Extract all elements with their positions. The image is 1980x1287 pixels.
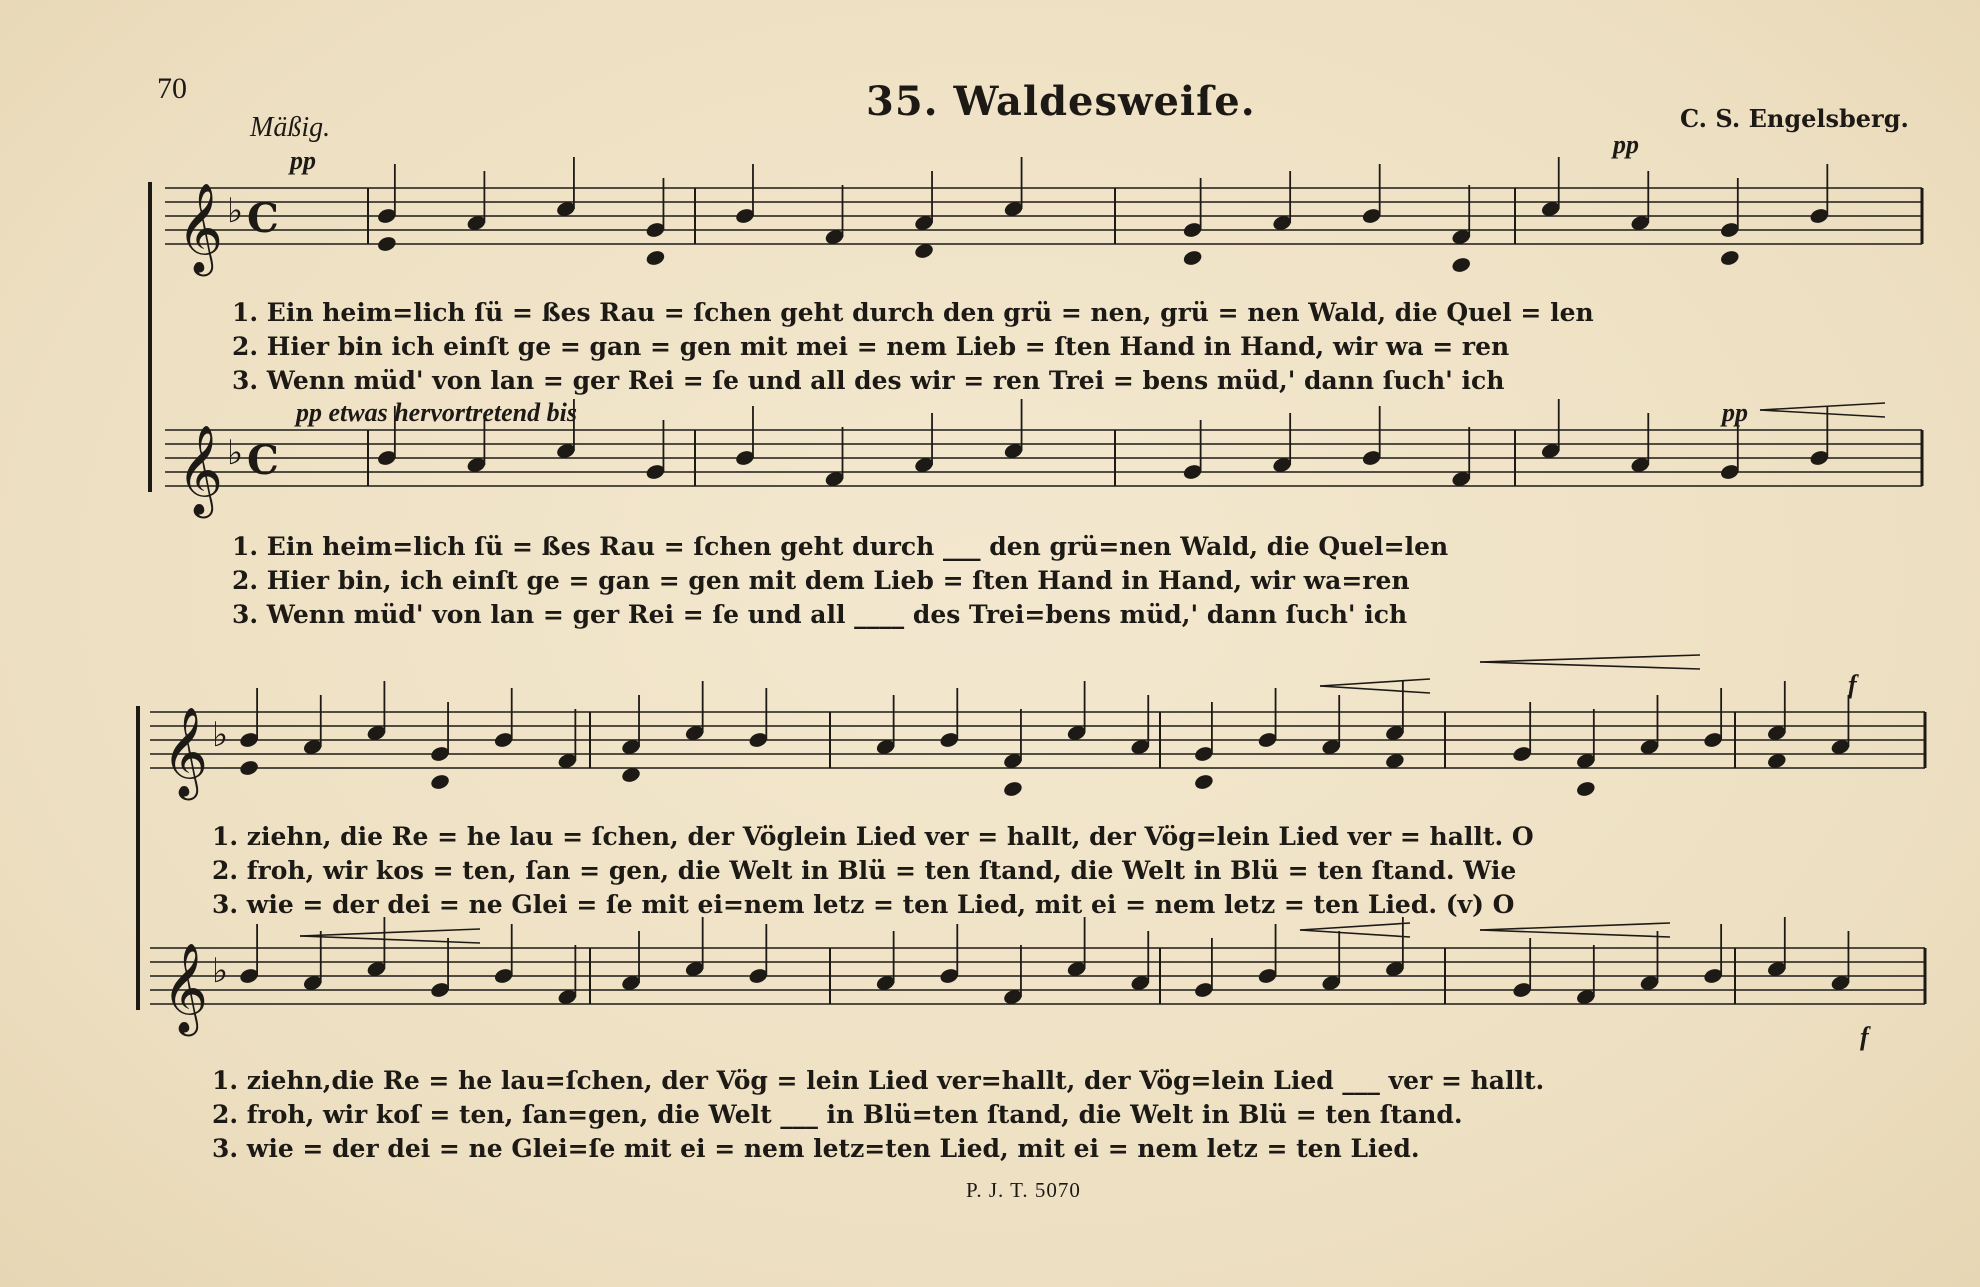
common-time-icon: C: [247, 195, 279, 242]
treble-clef-icon: 𝄞: [162, 707, 209, 797]
note-head: [645, 249, 666, 267]
dynamic-pp-upper-right: pp: [1613, 130, 1639, 159]
tempo-marking: Mäßig.: [250, 112, 331, 143]
lyrics-system2-lower: [212, 1064, 1544, 1166]
flat-sign-icon: ♭: [212, 951, 229, 991]
note-head: [1719, 249, 1740, 267]
lyric-line: 3. wie = der dei = ne Glei=ſe mit ei = nem letz=ten Lied, mit ei = nem letz = ten Lied.: [212, 1134, 1420, 1163]
crescendo-hairpin: [1760, 403, 1885, 410]
dynamic-f-lower: f: [1860, 1022, 1869, 1051]
note-head: [1182, 249, 1203, 267]
lyric-line: 2. froh, wir kos = ten, ſan = gen, die Welt in Blü = ten ſtand, die Welt in Blü = ten ſtand. Wie: [212, 856, 1517, 885]
dynamic-pp-lower-right: pp: [1722, 398, 1748, 427]
crescendo-hairpin: [1320, 679, 1430, 686]
lyric-line: 1. ziehn, die Re = he lau = ſchen, der Vöglein Lied ver = hallt, der Vög=lein Lied ver = hallt. O: [212, 822, 1534, 851]
lyric-line: 3. Wenn müd' von lan = ger Rei = ſe und all des wir = ren Trei = bens müd,' dann ſuch' ich: [232, 366, 1505, 395]
note-head: [1002, 780, 1023, 798]
crescendo-hairpin: [1300, 923, 1410, 930]
dynamic-pp-start: pp: [290, 146, 316, 175]
lyrics-system1-lower: [232, 530, 1448, 632]
flat-sign-icon: ♭: [227, 191, 244, 231]
lyrics-system1-upper: [232, 296, 1594, 398]
lyrics-system2-upper: [212, 820, 1534, 922]
note-head: [376, 235, 397, 253]
flat-sign-icon: ♭: [212, 715, 229, 755]
dynamic-f-upper: f: [1848, 670, 1857, 699]
crescendo-hairpin: [1760, 410, 1885, 417]
crescendo-hairpin: [1480, 655, 1700, 662]
crescendo-hairpin: [300, 929, 480, 936]
crescendo-hairpin: [300, 936, 480, 943]
lyric-line: 2. Hier bin ich einſt ge = gan = gen mit mei = nem Lieb = ſten Hand in Hand, wir wa = ren: [232, 332, 1510, 361]
crescendo-hairpin: [1480, 923, 1670, 930]
treble-clef-icon: 𝄞: [162, 943, 209, 1033]
lyric-line: 1. Ein heim=lich ſü = ßes Rau = ſchen geht durch den grü = nen, grü = nen Wald, die Quel = len: [232, 298, 1594, 327]
note-head: [1575, 780, 1596, 798]
note-head: [238, 759, 259, 777]
note-head: [1193, 773, 1214, 791]
note-head: [429, 773, 450, 791]
lyric-line: 2. Hier bin, ich einſt ge = gan = gen mit dem Lieb = ſten Hand in Hand, wir wa=ren: [232, 566, 1410, 595]
crescendo-hairpin: [1300, 930, 1410, 937]
note-head: [1451, 256, 1472, 274]
lyric-line: 3. Wenn müd' von lan = ger Rei = ſe und all ____ des Trei=bens müd,' dann ſuch' ich: [232, 600, 1408, 629]
lyric-line: 1. ziehn,die Re = he lau=ſchen, der Vög = lein Lied ver=hallt, der Vög=lein Lied ___ ver = hallt.: [212, 1066, 1545, 1095]
treble-clef-icon: 𝄞: [177, 425, 224, 515]
crescendo-hairpin: [1320, 686, 1430, 693]
page-number: 70: [157, 72, 187, 105]
crescendo-hairpin: [1480, 930, 1670, 937]
lyric-line: 2. froh, wir koſ = ten, ſan=gen, die Welt ___ in Blü=ten ſtand, die Welt in Blü = ten ſtand.: [212, 1100, 1463, 1129]
composer-name: C. S. Engelsberg.: [1680, 104, 1909, 133]
plate-number: P. J. T. 5070: [966, 1178, 1081, 1202]
crescendo-hairpin: [1480, 662, 1700, 669]
flat-sign-icon: ♭: [227, 433, 244, 473]
common-time-icon: C: [247, 437, 279, 484]
treble-clef-icon: 𝄞: [177, 183, 224, 273]
song-title: 35. Waldesweiſe.: [866, 78, 1256, 125]
dynamic-instruction: pp etwas hervortretend bis: [296, 398, 577, 427]
lyric-line: 1. Ein heim=lich ſü = ßes Rau = ſchen geht durch ___ den grü=nen Wald, die Quel=len: [232, 532, 1449, 561]
lyric-line: 3. wie = der dei = ne Glei = ſe mit ei=nem letz = ten Lied, mit ei = nem letz = ten Lied. (v) O: [212, 890, 1515, 919]
